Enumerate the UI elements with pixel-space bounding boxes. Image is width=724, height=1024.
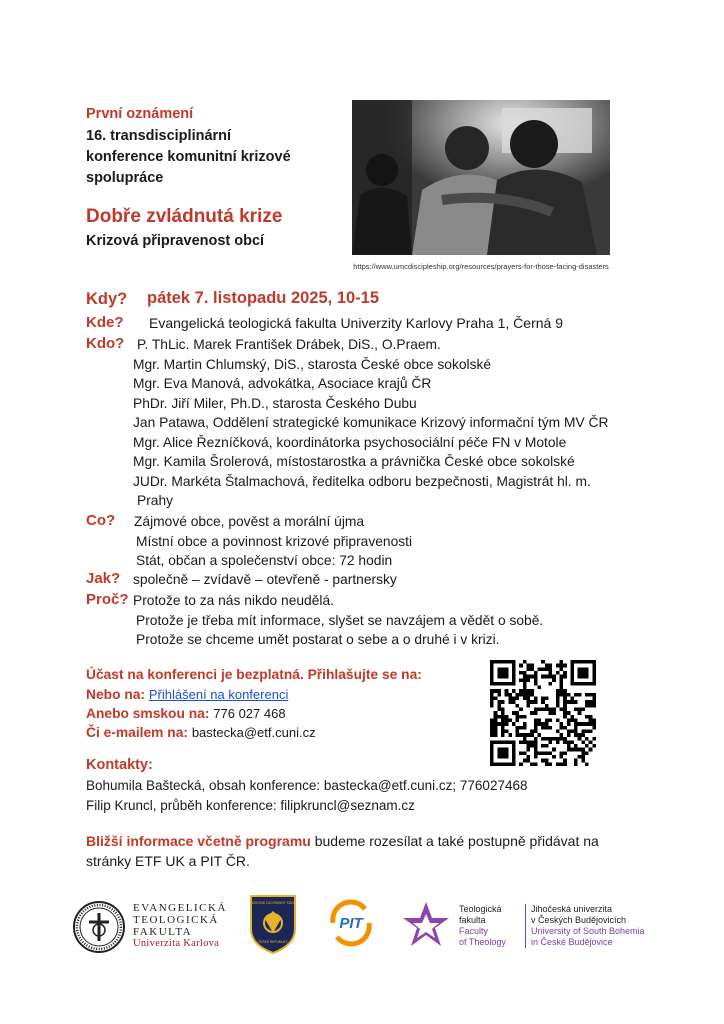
tf-cz-line: fakulta: [459, 915, 486, 925]
header-photo: [352, 100, 610, 255]
more-info-rest: budeme rozesílat a také postupně přidávat na stránky ETF UK a PIT ČR.: [86, 833, 599, 869]
contact-line: Bohumila Baštecká, obsah konference: bastecka@etf.cuni.cz; 776027468: [86, 778, 528, 793]
how-value: společně – zvídavě – otevřeně - partnersky: [133, 572, 397, 587]
etf-line: FAKULTA: [133, 926, 193, 938]
reason-item: Protože to za nás nikdo neudělá.: [133, 593, 334, 608]
topic-item: Zájmové obce, pověst a morální újma: [134, 514, 365, 529]
etf-university: Univerzita Karlova: [133, 938, 220, 949]
more-info: [86, 831, 646, 871]
email-address: bastecka@etf.cuni.cz: [191, 725, 316, 740]
announcement-label: První oznámení: [86, 106, 194, 122]
where-label: Kde?: [86, 314, 124, 331]
jcu-en-line: University of South Bohemia: [531, 926, 645, 936]
etf-seal-logo: [72, 900, 126, 954]
jcu-cz-line: v Českých Budějovicích: [531, 915, 627, 925]
speaker-item: Prahy: [137, 493, 174, 508]
subtitle: Krizová připravenost obcí: [86, 233, 265, 249]
speaker-item: PhDr. Jiří Miler, Ph.D., starosta Českého Dubu: [133, 395, 417, 411]
when-label: Kdy?: [86, 290, 128, 308]
more-info-bold: Bližší informace včetně programu: [86, 833, 311, 849]
reason-item: Protože se chceme umět postarat o sebe a o druhé i v krizi.: [136, 632, 500, 647]
registration-sms: [86, 706, 286, 721]
speaker-item: Jan Patawa, Oddělení strategické komunikace Krizový informační tým MV ČR: [133, 415, 609, 430]
pit-arrows-icon: [325, 895, 377, 949]
speaker-item: Mgr. Kamila Šrolerová, místostarostka a právnička České obce sokolské: [133, 454, 575, 469]
speaker-item: P. ThLic. Marek František Drábek, DiS., O.Praem.: [137, 337, 441, 352]
main-title-part2: zvládnutá krize: [146, 206, 283, 227]
conference-line: 16. transdisciplinární: [86, 128, 232, 144]
qr-code[interactable]: [490, 660, 596, 766]
jcu-cz-line: Jihočeská univerzita: [531, 904, 613, 914]
pit-text: PIT: [339, 915, 363, 932]
reason-item: Protože je třeba mít informace, slyšet se navzájem a vědět o sobě.: [136, 612, 544, 628]
hzs-logo: [248, 893, 298, 955]
tf-en-line: Faculty: [459, 926, 489, 936]
tf-cz-line: Teologická: [459, 904, 502, 914]
sms-number: 776 027 468: [213, 706, 286, 721]
how-label: Jak?: [86, 570, 121, 587]
photo-caption: https://www.umcdiscipleship.org/resources/prayers-for-those-facing-disasters: [353, 262, 609, 271]
theology-faculty-text: [459, 904, 506, 948]
reason-list: [133, 591, 543, 650]
hzs-bottom-text: ČESKÉ REPUBLIKY: [258, 940, 288, 944]
who-label: Kdo?: [86, 335, 125, 352]
when-value: pátek 7. listopadu 2025, 10-15: [147, 289, 380, 307]
praying-people-image: [352, 100, 610, 255]
conference-line: konference komunitní krizové: [86, 149, 291, 165]
registration-email: [86, 725, 316, 740]
topic-item: Stát, občan a společenství obce: 72 hodin: [136, 553, 393, 568]
conference-line: spolupráce: [86, 170, 164, 186]
contact-line: Filip Kruncl, průběh konference: filipkruncl@seznam.cz: [86, 798, 415, 813]
web-label: Nebo na:: [86, 687, 149, 702]
etf-line: EVANGELICKÁ: [133, 902, 227, 914]
registration-web: [86, 687, 288, 702]
email-label: Či e-mailem na:: [86, 725, 192, 740]
fire-rescue-shield-icon: [248, 893, 298, 955]
main-title: [86, 206, 282, 228]
hzs-top-text: NÁRODNÍ ZACHRANNÝ SBOR: [250, 901, 296, 905]
etf-logo-text: [133, 902, 227, 950]
jcu-en-line: in České Budějovice: [531, 937, 613, 947]
contacts-heading: Kontakty:: [86, 757, 153, 773]
topic-item: Místní obce a povinnost krizové připravenosti: [136, 533, 413, 549]
tf-en-line: of Theology: [459, 937, 506, 947]
topic-list: [133, 512, 412, 571]
speaker-item: Mgr. Martin Chlumský, DiS., starosta České obce sokolské: [133, 356, 492, 372]
registration-free-text: Účast na konferenci je bezplatná. Přihlašujte se na:: [86, 667, 422, 682]
what-label: Co?: [86, 512, 116, 529]
sms-label: Anebo smskou na:: [86, 706, 214, 721]
speaker-item: Mgr. Alice Řezníčková, koordinátorka psychosociální péče FN v Motole: [133, 434, 567, 450]
seal-icon: [72, 900, 126, 954]
purple-star-icon: [401, 900, 451, 950]
why-label: Proč?: [86, 591, 129, 608]
speaker-item: JUDr. Markéta Štalmachová, ředitelka odboru bezpečnosti, Magistrát hl. m.: [133, 473, 591, 489]
conference-name: [86, 126, 346, 189]
speaker-item: Mgr. Eva Manová, advokátka, Asociace krajů ČR: [133, 376, 432, 391]
qr-code-image: [490, 660, 596, 766]
theology-faculty-logo: [401, 900, 451, 950]
pit-logo: [325, 895, 377, 949]
etf-line: TEOLOGICKÁ: [133, 914, 219, 926]
main-title-part1: Dobře: [86, 206, 147, 227]
speaker-list: [133, 335, 608, 511]
registration-link[interactable]: Přihlášení na konferenci: [148, 687, 289, 702]
jcu-text: [525, 904, 645, 948]
where-value: Evangelická teologická fakulta Univerzity Karlovy Praha 1, Černá 9: [149, 315, 563, 331]
